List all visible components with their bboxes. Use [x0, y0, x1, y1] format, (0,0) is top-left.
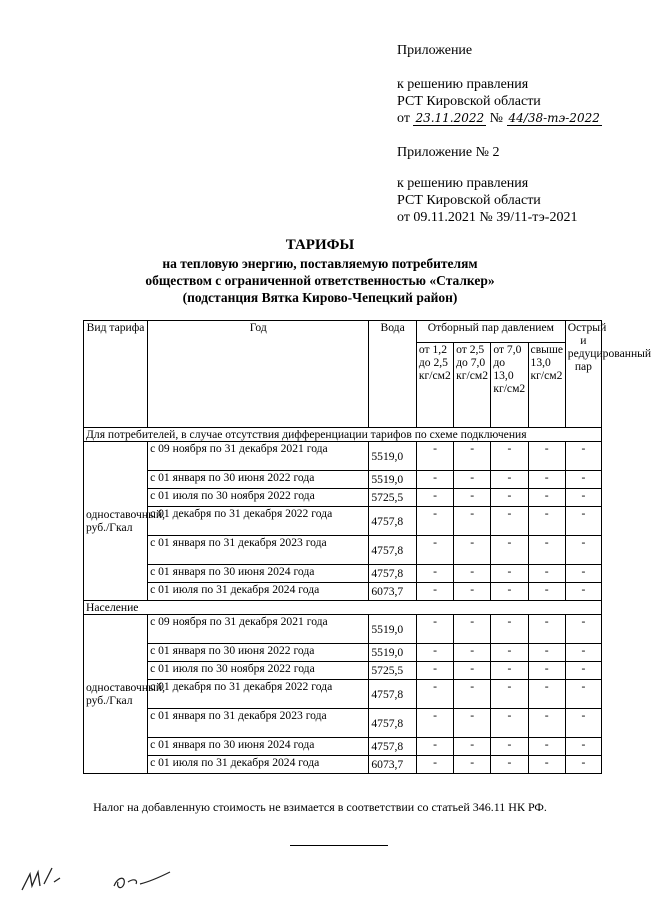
steam-value: -: [491, 442, 528, 471]
signature-marks: [18, 862, 178, 896]
steam-value: -: [454, 565, 491, 583]
period-cell: с 01 декабря по 31 декабря 2022 года: [148, 507, 369, 536]
water-value: 4757,8: [369, 680, 417, 709]
steam-value: -: [528, 680, 565, 709]
period-cell: с 01 июля по 30 ноября 2022 года: [148, 489, 369, 507]
steam-value: -: [491, 565, 528, 583]
header-p2: от 2,5 до 7,0 кг/см2: [454, 343, 491, 428]
steam-value: -: [416, 709, 453, 738]
steam-value: -: [528, 507, 565, 536]
water-value: 4757,8: [369, 507, 417, 536]
decision-line: РСТ Кировской области: [397, 94, 541, 109]
handwritten-date: 23.11.2022: [415, 111, 485, 125]
steam-value: -: [528, 662, 565, 680]
period-cell: с 01 января по 31 декабря 2023 года: [148, 709, 369, 738]
steam-value: -: [565, 536, 601, 565]
table-row: [84, 738, 602, 756]
period-cell: с 01 декабря по 31 декабря 2022 года: [148, 680, 369, 709]
steam-value: -: [454, 709, 491, 738]
decision-line: к решению правления: [397, 176, 529, 191]
water-value: 4757,8: [369, 709, 417, 738]
vat-note: Налог на добавленную стоимость не взимается в соответствии со статьей 346.11 НК РФ.: [93, 800, 547, 814]
steam-value: -: [416, 644, 453, 662]
period-cell: с 09 ноября по 31 декабря 2021 года: [148, 615, 369, 644]
tariff-type: одноставочный, руб./Гкал: [84, 615, 148, 774]
water-value: 5725,5: [369, 662, 417, 680]
decision-line: от 09.11.2021 № 39/11-тэ-2021: [397, 210, 578, 225]
steam-value: -: [491, 709, 528, 738]
water-value: 6073,7: [369, 756, 417, 774]
appendix2-header: [397, 144, 500, 161]
number-prefix: №: [489, 111, 504, 126]
steam-value: -: [565, 489, 601, 507]
period-cell: с 01 июля по 30 ноября 2022 года: [148, 662, 369, 680]
table-row: [84, 565, 602, 583]
period-cell: с 09 ноября по 31 декабря 2021 года: [148, 442, 369, 471]
steam-value: -: [454, 680, 491, 709]
period-cell: с 01 июля по 31 декабря 2024 года: [148, 756, 369, 774]
steam-value: -: [528, 644, 565, 662]
steam-value: -: [528, 565, 565, 583]
date-prefix: от: [397, 111, 410, 126]
steam-value: -: [565, 565, 601, 583]
decision-line: к решению правления: [397, 77, 529, 92]
steam-value: -: [528, 738, 565, 756]
steam-value: -: [416, 565, 453, 583]
header-sharp-steam: Острый и редуцированный пар: [565, 321, 601, 428]
decision-block-1: [397, 76, 602, 127]
steam-value: -: [454, 644, 491, 662]
steam-value: -: [454, 662, 491, 680]
steam-value: -: [491, 680, 528, 709]
steam-value: -: [528, 615, 565, 644]
steam-value: -: [491, 644, 528, 662]
section-title: Население: [84, 601, 602, 615]
table-row: [84, 662, 602, 680]
steam-value: -: [565, 471, 601, 489]
period-cell: с 01 января по 30 июня 2024 года: [148, 565, 369, 583]
steam-value: -: [565, 507, 601, 536]
steam-value: -: [491, 583, 528, 601]
steam-value: -: [454, 738, 491, 756]
steam-value: -: [565, 442, 601, 471]
steam-value: -: [565, 644, 601, 662]
steam-value: -: [491, 471, 528, 489]
appendix-label: Приложение: [397, 43, 473, 58]
steam-value: -: [454, 756, 491, 774]
table-row: [84, 471, 602, 489]
decision-block-2: [397, 175, 577, 226]
steam-value: -: [491, 738, 528, 756]
steam-value: -: [416, 471, 453, 489]
section-title: Для потребителей, в случае отсутствия дифференциации тарифов по схеме подключения: [84, 428, 602, 442]
doc-title: ТАРИФЫ: [285, 237, 355, 253]
period-cell: с 01 января по 30 июня 2022 года: [148, 644, 369, 662]
steam-value: -: [565, 680, 601, 709]
table-row: [84, 615, 602, 644]
table-row: [84, 489, 602, 507]
steam-value: -: [454, 442, 491, 471]
doc-subtitle-2: обществом с ограниченной ответственностью «Сталкер»: [145, 273, 495, 288]
steam-value: -: [565, 662, 601, 680]
steam-value: -: [491, 615, 528, 644]
water-value: 4757,8: [369, 565, 417, 583]
steam-value: -: [565, 738, 601, 756]
appendix-header: [397, 42, 472, 59]
water-value: 5519,0: [369, 471, 417, 489]
period-cell: с 01 января по 31 декабря 2023 года: [148, 536, 369, 565]
table-row: [84, 583, 602, 601]
steam-value: -: [491, 507, 528, 536]
doc-subtitle-3: (подстанция Вятка Кирово-Чепецкий район): [182, 290, 458, 305]
table-row: [84, 536, 602, 565]
steam-value: -: [565, 583, 601, 601]
period-cell: с 01 июля по 31 декабря 2024 года: [148, 583, 369, 601]
steam-value: -: [416, 442, 453, 471]
table-row: [84, 680, 602, 709]
header-tariff-type: Вид тарифа: [84, 321, 148, 428]
doc-subtitle-1: на тепловую энергию, поставляемую потребителям: [162, 256, 478, 271]
steam-value: -: [528, 583, 565, 601]
steam-value: -: [416, 507, 453, 536]
steam-value: -: [416, 756, 453, 774]
divider: [290, 845, 388, 846]
header-year: Год: [148, 321, 369, 428]
header-p1: от 1,2 до 2,5 кг/см2: [416, 343, 453, 428]
steam-value: -: [454, 471, 491, 489]
steam-value: -: [528, 756, 565, 774]
water-value: 5519,0: [369, 442, 417, 471]
tariff-table-body: [84, 428, 602, 774]
steam-value: -: [565, 709, 601, 738]
steam-value: -: [416, 489, 453, 507]
table-row: [84, 756, 602, 774]
steam-value: -: [454, 489, 491, 507]
steam-value: -: [528, 709, 565, 738]
steam-value: -: [454, 507, 491, 536]
table-row: [84, 507, 602, 536]
tariff-type: одноставочный, руб./Гкал: [84, 442, 148, 601]
steam-value: -: [416, 583, 453, 601]
table-row: [84, 442, 602, 471]
header-water: Вода: [369, 321, 417, 428]
steam-value: -: [491, 536, 528, 565]
steam-value: -: [454, 583, 491, 601]
water-value: 6073,7: [369, 583, 417, 601]
water-value: 4757,8: [369, 738, 417, 756]
decision-date-line: [397, 110, 602, 127]
steam-value: -: [528, 489, 565, 507]
steam-value: -: [491, 756, 528, 774]
tariff-table: [83, 320, 651, 774]
handwritten-number: 44/38-тэ-2022: [508, 111, 600, 125]
period-cell: с 01 января по 30 июня 2022 года: [148, 471, 369, 489]
steam-value: -: [416, 536, 453, 565]
header-p3: от 7,0 до 13,0 кг/см2: [491, 343, 528, 428]
steam-value: -: [416, 662, 453, 680]
steam-value: -: [491, 489, 528, 507]
steam-value: -: [416, 738, 453, 756]
appendix2-label: Приложение № 2: [397, 145, 500, 160]
steam-value: -: [416, 615, 453, 644]
steam-value: -: [565, 615, 601, 644]
table-row: [84, 709, 602, 738]
steam-value: -: [565, 756, 601, 774]
decision-line: РСТ Кировской области: [397, 193, 541, 208]
header-p4: свыше 13,0 кг/см2: [528, 343, 565, 428]
steam-value: -: [454, 536, 491, 565]
steam-value: -: [416, 680, 453, 709]
water-value: 5519,0: [369, 644, 417, 662]
table-row: [84, 644, 602, 662]
period-cell: с 01 января по 30 июня 2024 года: [148, 738, 369, 756]
header-steam: Отборный пар давлением: [416, 321, 565, 343]
steam-value: -: [528, 536, 565, 565]
water-value: 5519,0: [369, 615, 417, 644]
steam-value: -: [528, 471, 565, 489]
water-value: 4757,8: [369, 536, 417, 565]
steam-value: -: [528, 442, 565, 471]
water-value: 5725,5: [369, 489, 417, 507]
steam-value: -: [454, 615, 491, 644]
steam-value: -: [491, 662, 528, 680]
